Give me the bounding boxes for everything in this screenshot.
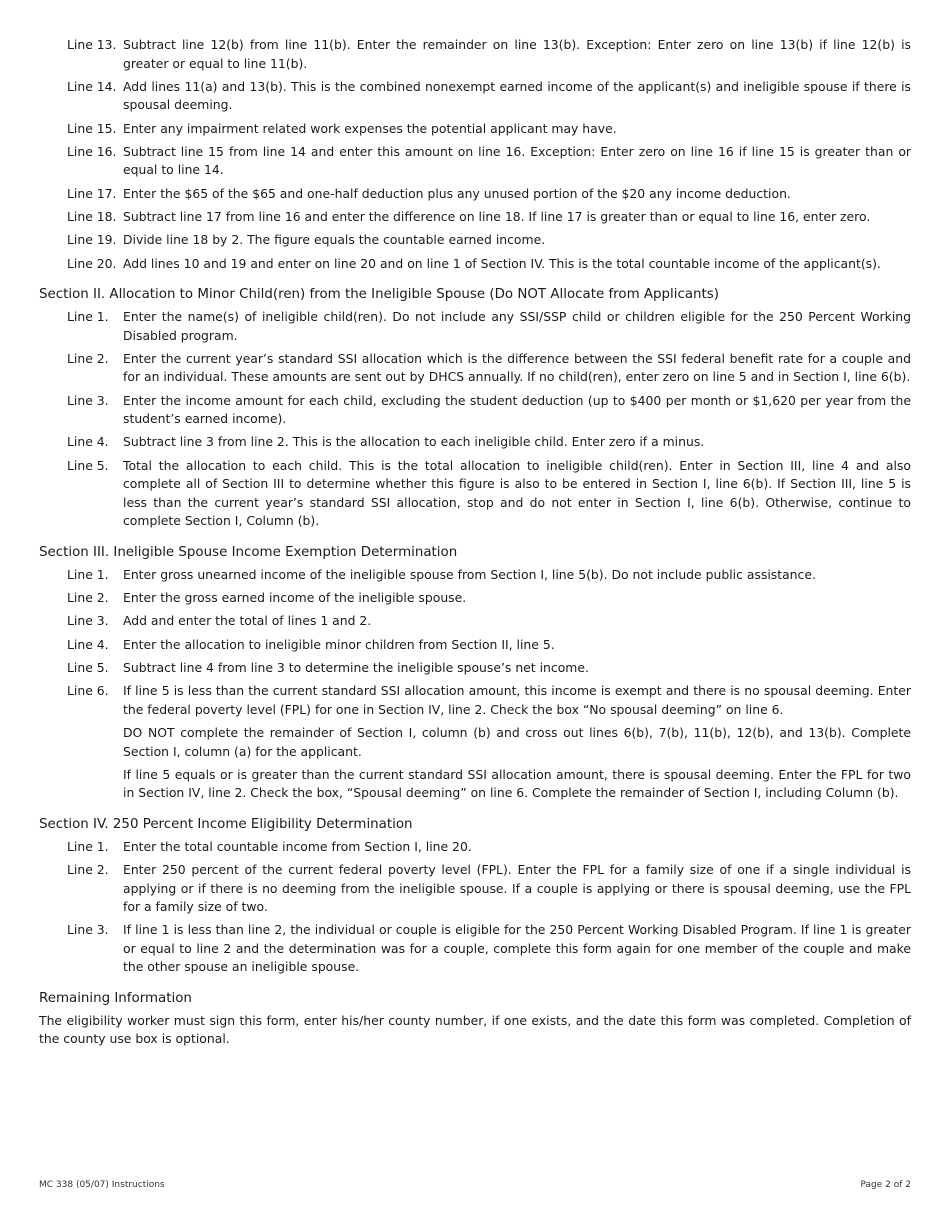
instruction-line (67, 566, 911, 585)
line-label: Line 2. (67, 350, 109, 366)
line-label: Line 1. (67, 838, 109, 854)
instruction-line (67, 255, 911, 274)
instruction-line (67, 208, 911, 227)
line-label: Line 14. (67, 78, 117, 94)
section-2-lines (39, 308, 911, 531)
line-text: Enter the $65 of the $65 and one-half deduction plus any unused portion of the $20 any income deduction. (123, 185, 791, 201)
instruction-line (67, 308, 911, 345)
instruction-line (67, 433, 911, 452)
line-label: Line 13. (67, 37, 117, 52)
instruction-line (67, 612, 911, 631)
line-label: Line 16. (67, 143, 117, 159)
line-label: Line 3. (67, 392, 109, 408)
line-text: If line 5 is less than the current standard SSI allocation amount, this income is exempt and there is no spousal deeming. Enter the federal poverty level (FPL) for one in Section IV, line 2. Check the box “No spousal deeming” on line 6. (123, 683, 911, 717)
line-text: Add and enter the total of lines 1 and 2. (123, 613, 372, 629)
line-label: Line 5. (67, 659, 109, 675)
instruction-line (67, 78, 911, 115)
line-text: Enter the gross earned income of the ineligible spouse. (123, 590, 467, 606)
line-text: Subtract line 17 from line 16 and enter the difference on line 18. If line 17 is greater than or equal to line 16, enter zero. (123, 208, 871, 224)
instruction-line (67, 921, 911, 977)
instruction-line (67, 36, 911, 73)
instruction-line (67, 231, 911, 250)
line-text: Subtract line 12(b) from line 11(b). Enter the remainder on line 13(b). Exception: Enter zero on line 13(b) if line 12(b) is greater or equal to line 11(b). (123, 37, 911, 71)
line-label: Line 6. (67, 683, 109, 699)
line-6-continuation: If line 5 equals or is greater than the current standard SSI allocation amount, there is spousal deeming. Enter the FPL for two in Section IV, line 2. Check the box, “Spousal deeming” on line 6. Complete the remainder of Section I, including Column (b). (123, 766, 911, 801)
instruction-line (67, 392, 911, 429)
line-text: Subtract line 4 from line 3 to determine the ineligible spouse’s net income. (123, 659, 589, 675)
line-text: If line 1 is less than line 2, the individual or couple is eligible for the 250 Percent Working Disabled Program. If line 1 is greater or equal to line 2 and the determination was for a couple, complete this form again for one member of the couple and make the other spouse an ineligible spouse. (123, 922, 911, 975)
line-label: Line 15. (67, 120, 117, 136)
line-text: Subtract line 15 from line 14 and enter this amount on line 16. Exception: Enter zero on line 16 if line 15 is greater than or equal to line 14. (123, 143, 911, 178)
line-label: Line 2. (67, 590, 109, 606)
line-text: Subtract line 3 from line 2. This is the allocation to each ineligible child. Enter zero if a minus. (123, 434, 705, 450)
line-text: Divide line 18 by 2. The figure equals the countable earned income. (123, 232, 546, 248)
instruction-line (67, 636, 911, 655)
instruction-line (67, 861, 911, 917)
instructions-body (39, 36, 911, 1049)
line-text: Enter the allocation to ineligible minor children from Section II, line 5. (123, 636, 555, 652)
line-text: Enter the name(s) of ineligible child(ren). Do not include any SSI/SSP child or children eligible for the 250 Percent Working Disabled program. (123, 309, 911, 343)
instruction-line (67, 838, 911, 857)
instruction-line (67, 659, 911, 678)
instruction-line (67, 143, 911, 180)
line-text: Enter the income amount for each child, excluding the student deduction (up to $400 per month or $1,620 per year from the student’s earned income). (123, 392, 911, 427)
line-text: Enter 250 percent of the current federal poverty level (FPL). Enter the FPL for a family size of one if a single individual is applying or if there is no deeming from the ineligible spouse. If a couple is applying or there is spousal deeming, use the FPL for a family size of two. (123, 862, 911, 915)
instruction-line (67, 185, 911, 204)
line-label: Line 5. (67, 457, 109, 473)
line-label: Line 1. (67, 566, 109, 582)
section-3-lines (39, 566, 911, 803)
remaining-information-text: The eligibility worker must sign this form, enter his/her county number, if one exists, and the date this form was completed. Completion of the county use box is optional. (39, 1012, 911, 1047)
instruction-line (67, 682, 911, 719)
instruction-line (67, 589, 911, 608)
section-1-continued-lines (39, 36, 911, 273)
line-text: Enter any impairment related work expenses the potential applicant may have. (123, 120, 617, 136)
line-text: Add lines 10 and 19 and enter on line 20 and on line 1 of Section IV. This is the total countable income of the applicant(s). (123, 255, 881, 271)
line-label: Line 1. (67, 309, 109, 325)
line-label: Line 18. (67, 208, 117, 224)
form-id-footer: MC 338 (05/07) Instructions (39, 1180, 165, 1190)
line-label: Line 4. (67, 636, 109, 652)
line-text: Add lines 11(a) and 13(b). This is the combined nonexempt earned income of the applicant(s) and ineligible spouse if there is spousal deeming. (123, 78, 911, 113)
line-text: Enter the total countable income from Section I, line 20. (123, 838, 472, 854)
page-number-footer: Page 2 of 2 (860, 1180, 911, 1190)
line-label: Line 3. (67, 613, 109, 629)
instruction-line (67, 350, 911, 387)
section-3-heading: Section III. Ineligible Spouse Income Exemption Determination (39, 544, 458, 560)
section-2-heading: Section II. Allocation to Minor Child(ren) from the Ineligible Spouse (Do NOT Allocate from Applicants) (39, 287, 719, 303)
line-label: Line 3. (67, 922, 109, 938)
line-text: Enter gross unearned income of the ineligible spouse from Section I, line 5(b). Do not include public assistance. (123, 566, 816, 582)
instruction-line (67, 457, 911, 531)
line-label: Line 19. (67, 232, 117, 248)
instruction-line (67, 120, 911, 139)
line-label: Line 4. (67, 434, 109, 450)
line-label: Line 20. (67, 255, 117, 271)
line-text: Total the allocation to each child. This is the total allocation to ineligible child(ren). Enter in Section III, line 4 and also complete all of Section III to determine whether this figure is also to be entered in Section I, line 6(b). If Section III, line 5 is less than the current year’s standard SSI allocation, stop and do not enter in Section I, line 6(b). Otherwise, continue to complete Section I, Column (b). (123, 457, 911, 529)
section-4-lines (39, 838, 911, 977)
remaining-information-heading: Remaining Information (39, 990, 192, 1006)
line-label: Line 17. (67, 185, 117, 201)
line-text: Enter the current year’s standard SSI allocation which is the difference between the SSI federal benefit rate for a couple and for an individual. These amounts are sent out by DHCS annually. If no child(ren), enter zero on line 5 and in Section I, line 6(b). (123, 350, 911, 385)
section-4-heading: Section IV. 250 Percent Income Eligibility Determination (39, 816, 413, 832)
line-label: Line 2. (67, 862, 109, 878)
line-6-continuation: DO NOT complete the remainder of Section I, column (b) and cross out lines 6(b), 7(b), 11(b), 12(b), and 13(b). Complete Section I, column (a) for the applicant. (123, 725, 911, 759)
